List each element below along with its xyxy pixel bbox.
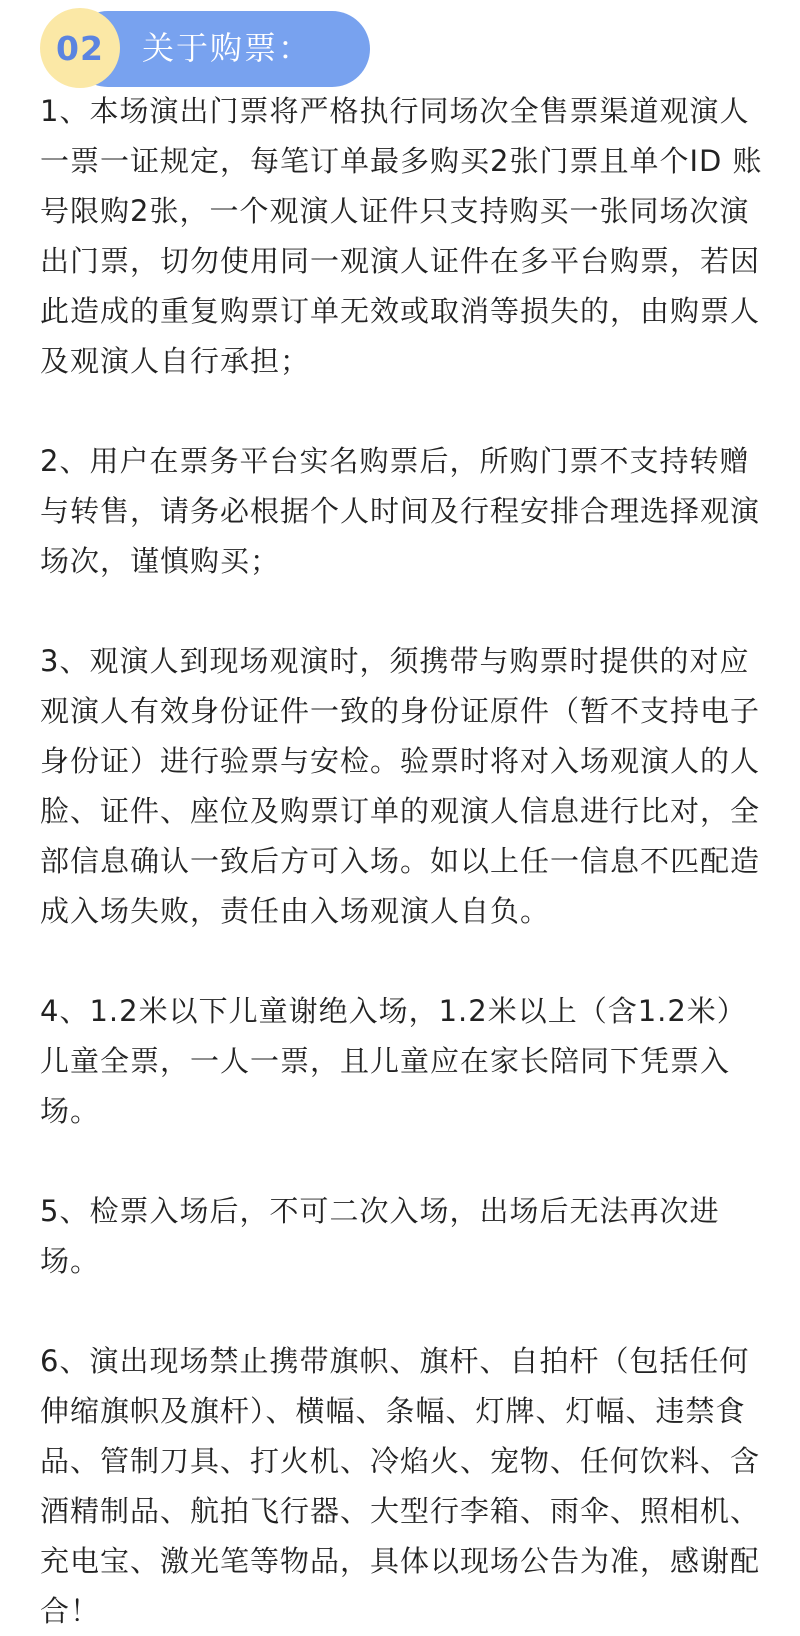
section-header	[40, 8, 372, 84]
section-title: 关于购票：	[142, 29, 313, 67]
rule-item-6: 6、演出现场禁止携带旗帜、旗杆、自拍杆（包括任何伸缩旗帜及旗杆）、横幅、条幅、灯牌、灯幅、违禁食品、管制刀具、打火机、冷焰火、宠物、任何饮料、含酒精制品、航拍飞行器、大型行李箱、雨伞、照相机、充电宝、激光笔等物品，具体以现场公告为准，感谢配合！	[40, 1344, 761, 1628]
rule-item-5: 5、检票入场后，不可二次入场，出场后无法再次进场。	[40, 1194, 720, 1278]
paragraph-gap	[40, 1286, 770, 1336]
rule-item-2: 2、用户在票务平台实名购票后，所购门票不支持转赠与转售，请务必根据个人时间及行程安排合理选择观演场次，谨慎购买；	[40, 444, 761, 578]
rule-item-1: 1、本场演出门票将严格执行同场次全售票渠道观演人一票一证规定，每笔订单最多购买2张门票且单个ID 账号限购2张，一个观演人证件只支持购买一张同场次演出门票，切勿使用同一观演人证件在多平台购票，若因此造成的重复购票订单无效或取消等损失的，由购票人及观演人自行承担；	[40, 94, 763, 378]
rule-item-4: 4、1.2米以下儿童谢绝入场，1.2米以上（含1.2米）儿童全票，一人一票，且儿童应在家长陪同下凭票入场。	[40, 994, 747, 1128]
section-number: 02	[56, 28, 104, 68]
paragraph-gap	[40, 1136, 770, 1186]
section-number-badge	[40, 8, 120, 88]
rules-content	[40, 86, 770, 1636]
paragraph-gap	[40, 936, 770, 986]
rule-item-3: 3、观演人到现场观演时，须携带与购票时提供的对应观演人有效身份证件一致的身份证原件（暂不支持电子身份证）进行验票与安检。验票时将对入场观演人的人脸、证件、座位及购票订单的观演人信息进行比对，全部信息确认一致后方可入场。如以上任一信息不匹配造成入场失败，责任由入场观演人自负。	[40, 644, 761, 928]
paragraph-gap	[40, 386, 770, 436]
paragraph-gap	[40, 586, 770, 636]
